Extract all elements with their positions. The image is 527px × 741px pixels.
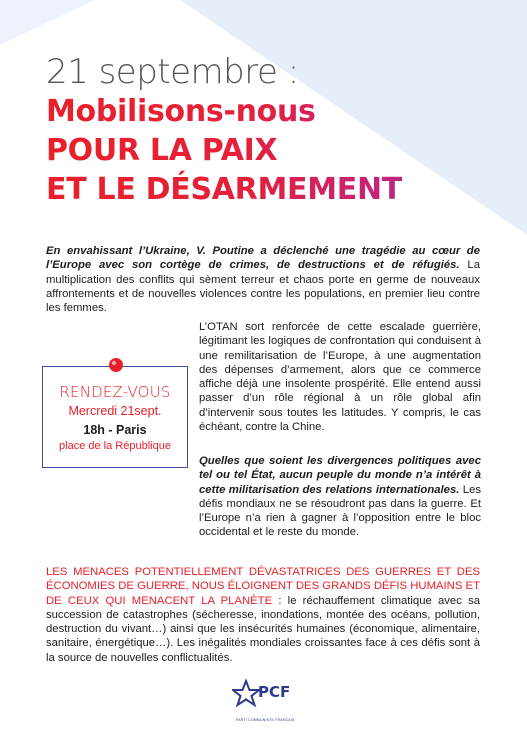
pin-icon [108,357,124,373]
intro-bold: En envahissant l’Ukraine, V. Poutine a déclenché une tragédie au cœur de l’Europe avec son cortège de crimes, de destructions et de réfugiés. [46,245,480,272]
rdv-title: RENDEZ-VOUS [59,383,171,401]
title-date: 21 septembre : [46,52,299,92]
menaces-caps: LES MENACES POTENTIELLEMENT DÉVASTATRICES DES GUERRES ET DES ÉCONOMIES DE GUERRE, NOUS ÉLOIGNENT DES GRANDS DÉFIS HUMAINS ET DE CEUX QUI MENACENT LA PLANÈTE [46,566,480,607]
intro-text: La multiplication des conflits qui sèment terreur et chaos porte en germe de nouveaux affrontements et de nouvelles violences contre les populations, en premier lieu contre les femmes. [46,259,480,315]
rdv-place: place de la République [59,440,171,452]
rdv-time: 18h - Paris [83,423,147,437]
otan-paragraph: L’OTAN sort renforcée de cette escalade guerrière, légitimant les logiques de confrontation qui conduisent à une remilitarisation de l’Europe, à une augmentation des dépenses d’armement, alors que ce commerce affiche déjà une insolente prospérité. Elle entend aussi passer d’un rôle régional à un rôle global afin d’intervenir sous toutes les latitudes. Y compris, le cas échéant, contre la Chine. [199,321,481,434]
menaces-text: : le réchauffement climatique avec sa succession de catastrophes (sécheresse, inondations, montée des océans, pollution, destruction du vivant…) ainsi que les insécurités humaines (économique, alimentaire, sanitaire, énergétique…). Les inégalités mondiales croissantes face à ces défis sont à la source de nouvelles conflictualités. [46,594,480,664]
quote-bold: Quelles que soient les divergences politiques avec tel ou tel État, aucun peuple du monde n’a intérêt à cette militarisation des relations internationales. [199,455,481,496]
title-line-2: POUR LA PAIX [46,131,496,170]
pcf-logo-text: PCF [258,683,291,701]
pcf-logo-subtitle: PARTI COMMUNISTE FRANÇAIS [236,718,295,722]
intro-paragraph [46,244,480,315]
title-line-1: Mobilisons-nous [46,92,496,131]
quote-paragraph [199,454,481,540]
title-block [46,52,496,209]
title-line-3: ET LE DÉSARMEMENT [46,170,496,209]
rendez-vous-box [42,366,188,468]
menaces-paragraph [46,565,480,665]
rdv-date: Mercredi 21sept. [68,404,162,418]
quote-text: Les défis mondiaux ne se résoudront pas dans la guerre. Et l’Europe n’a rien à gagner à l’opposition entre le bloc occidental et le reste du monde. [199,483,481,539]
